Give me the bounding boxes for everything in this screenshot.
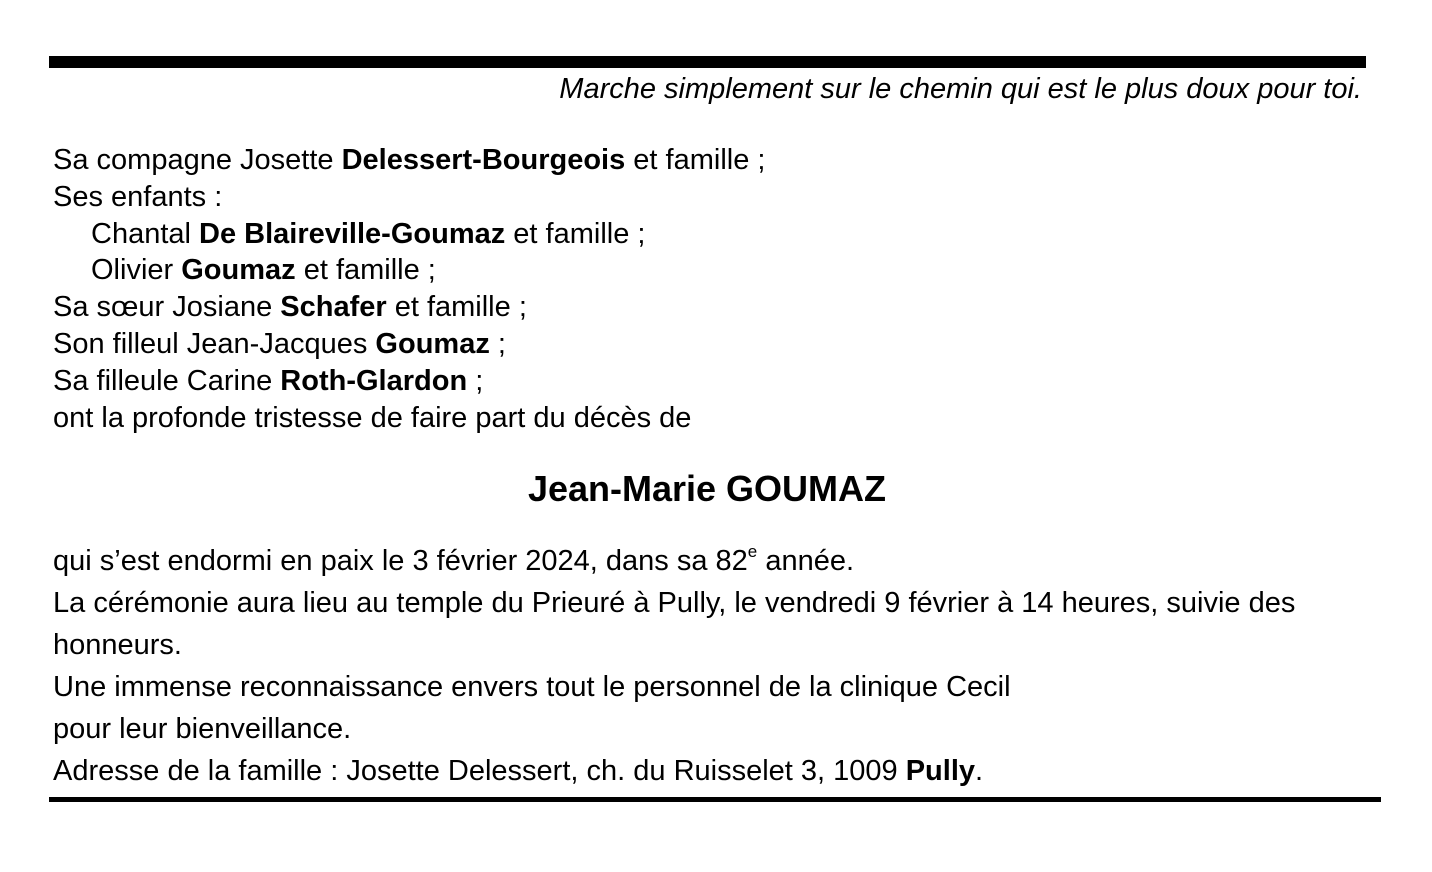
surname: Goumaz [181,254,296,287]
family-list [53,142,765,436]
family-goddaughter: Sa filleule Carine Roth-Glardon ; [53,364,484,397]
surname: Roth-Glardon [280,364,468,397]
announcement: ont la profonde tristesse de faire part du décès de [53,401,692,434]
epigraph: Marche simplement sur le chemin qui est le plus doux pour toi. [559,73,1362,105]
surname: Goumaz [375,327,490,360]
address-city: Pully [905,755,976,787]
bottom-rule [49,797,1381,802]
surname: De Blaireville-Goumaz [199,217,506,250]
family-child: Olivier Goumaz et famille ; [91,254,436,287]
thanks-line: Une immense reconnaissance envers tout le personnel de la clinique Cecil [53,671,1011,703]
death-notice: qui s’est endormi en paix le 3 février 2024, dans sa 82e année. [53,542,855,577]
children-heading: Ses enfants : [53,180,223,213]
top-rule [49,56,1366,68]
surname: Delessert-Bourgeois [341,144,626,176]
ceremony-info: La cérémonie aura lieu au temple du Prieuré à Pully, le vendredi 9 février à 14 heures, suivie des honneurs. [53,587,1296,661]
details [53,540,1373,792]
family-child: Chantal De Blaireville-Goumaz et famille ; [91,217,646,250]
surname: Schafer [280,291,387,324]
deceased-name: Jean-Marie GOUMAZ [527,468,887,509]
family-sister: Sa sœur Josiane Schafer et famille ; [53,291,527,324]
family-partner: Sa compagne Josette Delessert-Bourgeois et famille ; [53,144,766,176]
family-godson: Son filleul Jean-Jacques Goumaz ; [53,327,506,360]
thanks-line: pour leur bienveillance. [53,713,352,745]
family-address: Adresse de la famille : Josette Delessert, ch. du Ruisselet 3, 1009 Pully. [53,755,984,787]
